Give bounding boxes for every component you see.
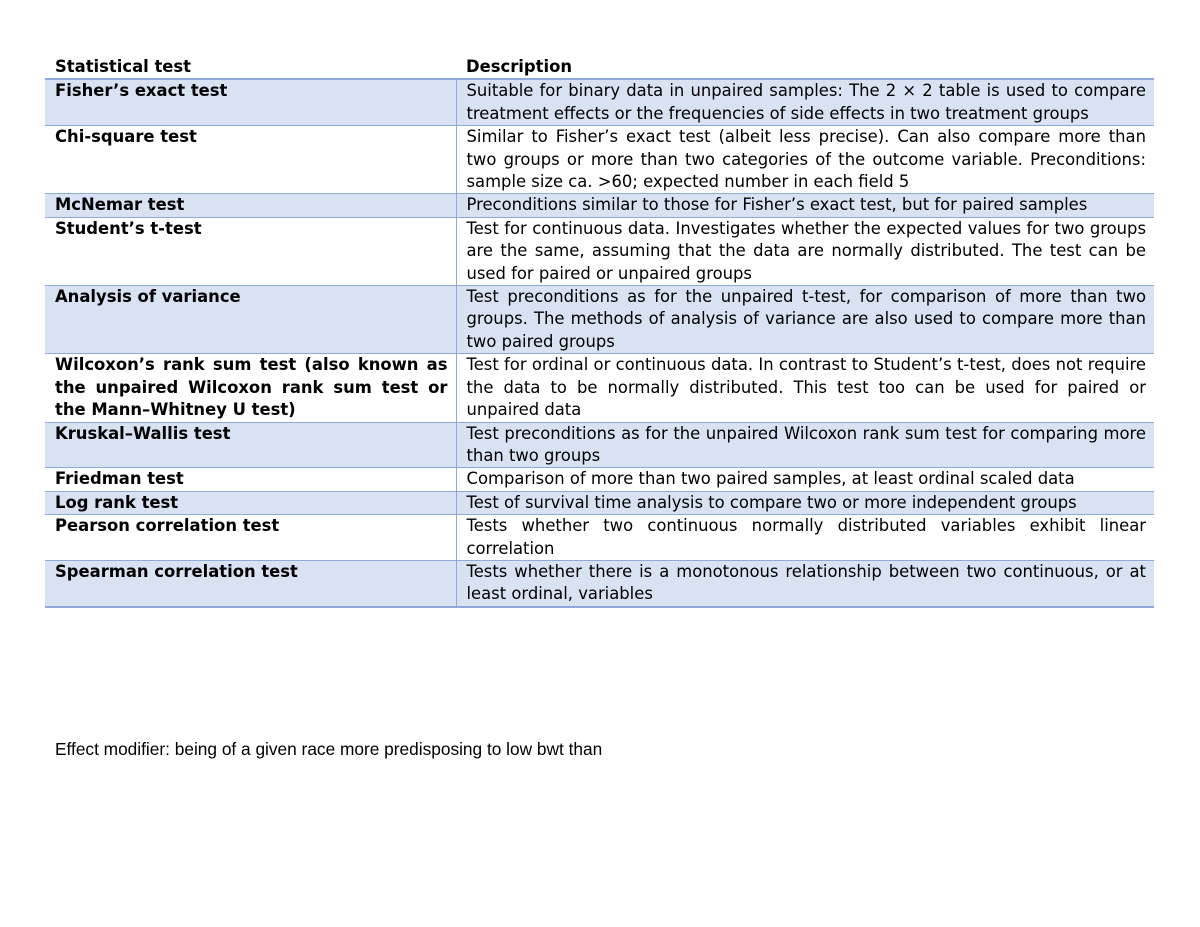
- test-description-cell: Test preconditions as for the unpaired Wilcoxon rank sum test for comparing more than two groups: [456, 422, 1154, 468]
- table-row: [45, 515, 1154, 561]
- test-name-cell: Kruskal–Wallis test: [45, 422, 456, 468]
- table-row: [45, 354, 1154, 422]
- test-name-cell: McNemar test: [45, 194, 456, 217]
- table-row: [45, 194, 1154, 217]
- test-description-cell: Test of survival time analysis to compare two or more independent groups: [456, 491, 1154, 514]
- test-description-cell: Test preconditions as for the unpaired t-test, for comparison of more than two groups. The methods of analysis of variance are also used to compare more than two paired groups: [456, 286, 1154, 354]
- test-description-cell: Suitable for binary data in unpaired samples: The 2 × 2 table is used to compare treatment effects or the frequencies of side effects in two treatment groups: [456, 79, 1154, 125]
- table-row: [45, 217, 1154, 285]
- table-row: [45, 79, 1154, 125]
- test-description-cell: Test for continuous data. Investigates whether the expected values for two groups are the same, assuming that the data are normally distributed. The test can be used for paired or unpaired groups: [456, 217, 1154, 285]
- test-description-cell: Preconditions similar to those for Fisher’s exact test, but for paired samples: [456, 194, 1154, 217]
- test-name-cell: Spearman correlation test: [45, 560, 456, 606]
- table-row: [45, 491, 1154, 514]
- test-name-cell: Fisher’s exact test: [45, 79, 456, 125]
- header-statistical-test: Statistical test: [45, 56, 456, 79]
- test-description-cell: Comparison of more than two paired samples, at least ordinal scaled data: [456, 468, 1154, 491]
- table-row: [45, 422, 1154, 468]
- table-row: [45, 286, 1154, 354]
- statistical-tests-table: [45, 56, 1154, 608]
- test-name-cell: Log rank test: [45, 491, 456, 514]
- table-row: [45, 468, 1154, 491]
- test-description-cell: Tests whether two continuous normally distributed variables exhibit linear correlation: [456, 515, 1154, 561]
- test-name-cell: Wilcoxon’s rank sum test (also known as the unpaired Wilcoxon rank sum test or the Mann–Whitney U test): [45, 354, 456, 422]
- test-description-cell: Test for ordinal or continuous data. In contrast to Student’s t-test, does not require the data to be normally distributed. This test too can be used for paired or unpaired data: [456, 354, 1154, 422]
- effect-modifier-note: Effect modifier: being of a given race more predisposing to low bwt than: [55, 739, 603, 759]
- test-description-cell: Tests whether there is a monotonous relationship between two continuous, or at least ordinal, variables: [456, 560, 1154, 606]
- test-name-cell: Pearson correlation test: [45, 515, 456, 561]
- table-header-row: [45, 56, 1154, 79]
- test-name-cell: Friedman test: [45, 468, 456, 491]
- table-row: [45, 560, 1154, 606]
- statistical-tests-table-container: [45, 56, 1154, 608]
- test-name-cell: Chi-square test: [45, 126, 456, 194]
- test-name-cell: Student’s t-test: [45, 217, 456, 285]
- test-description-cell: Similar to Fisher’s exact test (albeit less precise). Can also compare more than two groups or more than two categories of the outcome variable. Preconditions: sample size ca. >60; expected number in each field 5: [456, 126, 1154, 194]
- header-description: Description: [456, 56, 1154, 79]
- table-row: [45, 126, 1154, 194]
- test-name-cell: Analysis of variance: [45, 286, 456, 354]
